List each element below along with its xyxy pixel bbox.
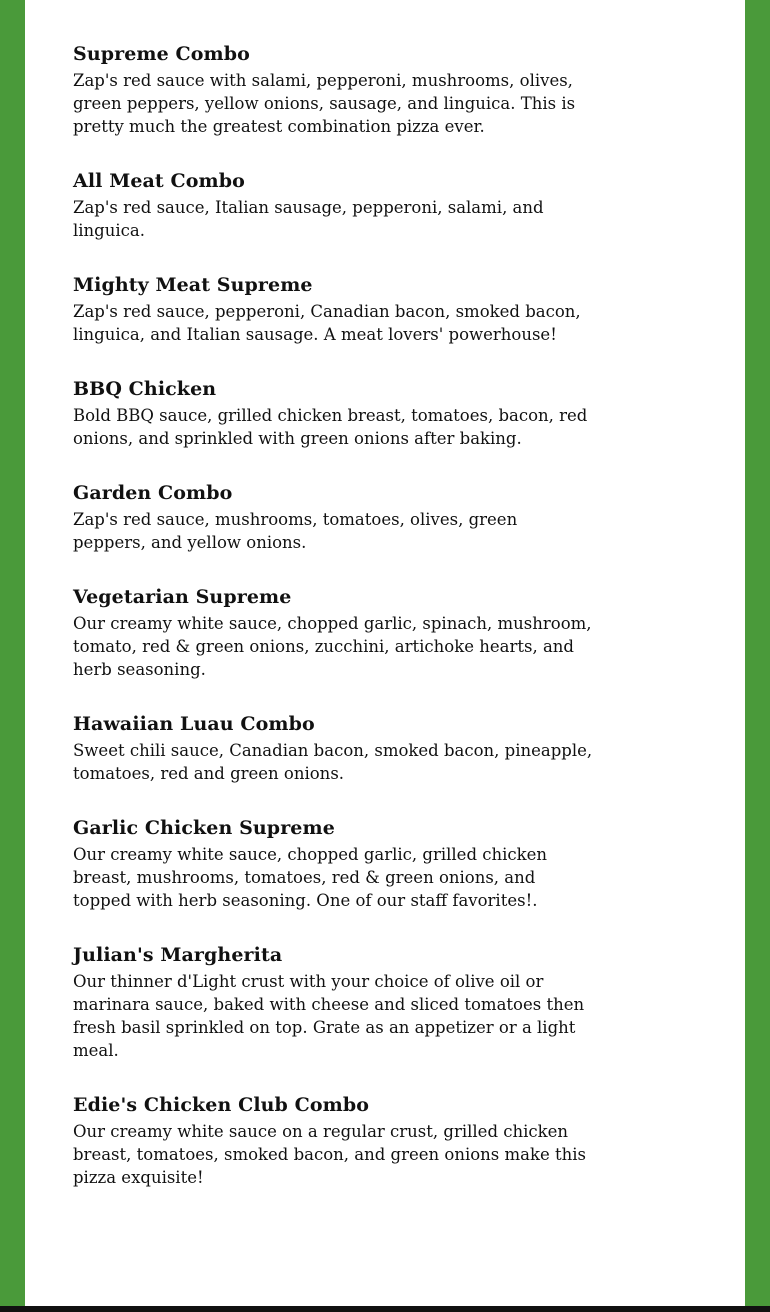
menu-item-description: Zap's red sauce, pepperoni, Canadian bacon, smoked bacon, linguica, and Italian sausage. A meat lovers' powerhouse! (73, 302, 581, 344)
menu-item-name: Edie's Chicken Club Combo (73, 1094, 370, 1116)
menu-item (73, 815, 593, 912)
menu-item-description: Sweet chili sauce, Canadian bacon, smoked bacon, pineapple, tomatoes, red and green onions. (73, 741, 593, 783)
menu-item-name: Vegetarian Supreme (73, 586, 292, 608)
menu-item-description: Zap's red sauce, mushrooms, tomatoes, olives, green peppers, and yellow onions. (73, 510, 518, 552)
menu-item-description: Our thinner d'Light crust with your choice of olive oil or marinara sauce, baked with cheese and sliced tomatoes then fresh basil sprinkled on top. Grate as an appetizer or a light meal. (73, 972, 585, 1060)
menu-item (73, 480, 593, 554)
menu-item (73, 584, 593, 681)
menu-item-name: Supreme Combo (73, 43, 250, 65)
menu-item-description: Our creamy white sauce on a regular crust, grilled chicken breast, tomatoes, smoked bacon, and green onions make this pizza exquisite! (73, 1122, 587, 1187)
menu-item (73, 41, 593, 138)
menu-item-name: Hawaiian Luau Combo (73, 713, 315, 735)
menu-item-description: Zap's red sauce with salami, pepperoni, mushrooms, olives, green peppers, yellow onions, sausage, and linguica. This is pretty much the greatest combination pizza ever. (73, 71, 576, 136)
menu-item-name: Julian's Margherita (73, 944, 283, 966)
menu-item (73, 272, 593, 346)
menu-item-name: Garden Combo (73, 482, 233, 504)
menu-item-description: Zap's red sauce, Italian sausage, pepperoni, salami, and linguica. (73, 198, 544, 240)
menu-item (73, 376, 593, 450)
pizza-menu-list (73, 41, 593, 1219)
menu-item-name: All Meat Combo (73, 170, 245, 192)
menu-item-description: Bold BBQ sauce, grilled chicken breast, tomatoes, bacon, red onions, and sprinkled with green onions after baking. (73, 406, 588, 448)
menu-item-name: BBQ Chicken (73, 378, 217, 400)
menu-page (25, 0, 745, 1306)
menu-item-description: Our creamy white sauce, chopped garlic, spinach, mushroom, tomato, red & green onions, zucchini, artichoke hearts, and herb seasoning. (73, 614, 592, 679)
bottom-border (0, 1306, 770, 1312)
menu-item (73, 1092, 593, 1189)
menu-item-name: Garlic Chicken Supreme (73, 817, 335, 839)
menu-item (73, 168, 593, 242)
menu-item-description: Our creamy white sauce, chopped garlic, grilled chicken breast, mushrooms, tomatoes, red & green onions, and topped with herb seasoning. One of our staff favorites!. (73, 845, 548, 910)
menu-item (73, 711, 593, 785)
menu-item-name: Mighty Meat Supreme (73, 274, 313, 296)
menu-item (73, 942, 593, 1062)
